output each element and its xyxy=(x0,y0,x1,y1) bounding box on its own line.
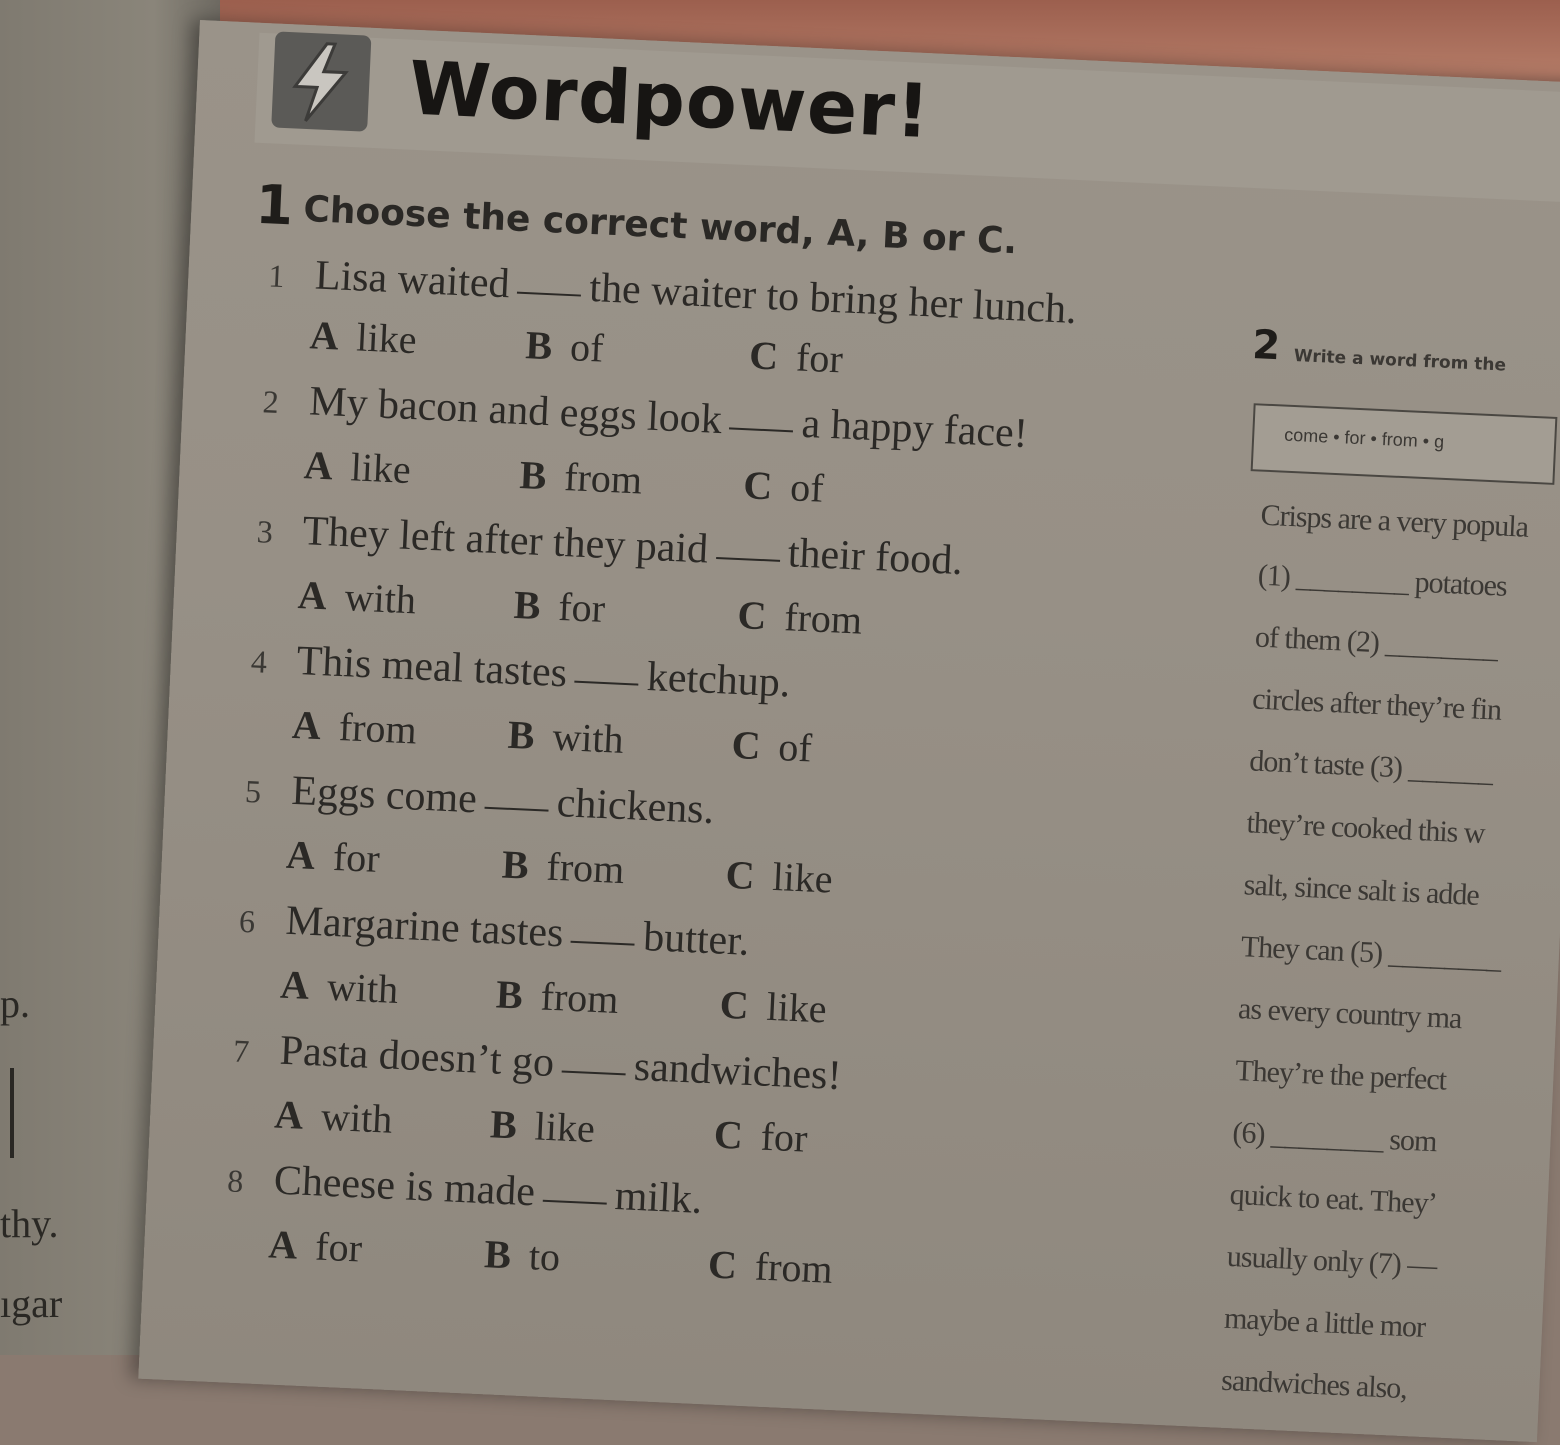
option-letter: C xyxy=(724,851,756,899)
option-word: for xyxy=(557,583,607,631)
option-word: like xyxy=(355,314,418,363)
option-c[interactable] xyxy=(737,591,864,644)
option-letter: C xyxy=(718,981,750,1028)
option-c[interactable] xyxy=(742,461,824,512)
option-c[interactable] xyxy=(707,1240,834,1293)
question-text-after: their food. xyxy=(786,530,964,585)
answer-blank[interactable] xyxy=(571,941,635,946)
passage-line: Crisps are a very popula xyxy=(1259,498,1529,544)
bracket-mark xyxy=(0,1068,14,1158)
option-word: with xyxy=(320,1093,394,1142)
option-b[interactable] xyxy=(501,841,625,894)
option-a[interactable] xyxy=(303,441,412,493)
option-letter: B xyxy=(506,711,536,758)
option-a[interactable] xyxy=(297,571,417,623)
passage-line: They can (5) ________ xyxy=(1240,930,1502,975)
question-row xyxy=(244,765,715,834)
option-word: to xyxy=(527,1233,562,1280)
option-word: from xyxy=(563,454,644,503)
question-number: 6 xyxy=(238,902,256,940)
option-letter: C xyxy=(736,592,768,639)
option-word: like xyxy=(349,444,412,492)
option-b[interactable] xyxy=(495,970,619,1023)
question-text-after: butter. xyxy=(642,914,751,965)
exercise-2-number: 2 xyxy=(1251,322,1282,370)
option-word: for xyxy=(332,833,381,881)
option-letter: C xyxy=(712,1111,744,1158)
question-text-after: chickens. xyxy=(555,780,716,834)
option-letter: C xyxy=(742,462,774,509)
option-word: with xyxy=(343,574,417,623)
answer-blank[interactable] xyxy=(716,557,780,562)
question-number: 3 xyxy=(256,513,274,550)
option-letter: B xyxy=(495,971,524,1018)
option-c[interactable] xyxy=(725,851,834,903)
option-b[interactable] xyxy=(513,581,606,632)
option-b[interactable] xyxy=(519,451,643,504)
option-word: like xyxy=(771,853,834,902)
option-letter: A xyxy=(297,572,328,619)
option-c[interactable] xyxy=(731,721,813,772)
lightning-logo-icon xyxy=(271,31,371,131)
question-text-after: ketchup. xyxy=(645,653,792,707)
option-word: with xyxy=(551,713,625,762)
passage-line: maybe a little mor xyxy=(1223,1301,1426,1344)
passage-line: circles after they’re fin xyxy=(1251,682,1502,727)
question-text-before: Pasta doesn’t go xyxy=(278,1027,556,1087)
option-word: from xyxy=(545,843,626,893)
option-b[interactable] xyxy=(507,711,625,763)
passage-line: they’re cooked this w xyxy=(1245,806,1486,851)
option-word: from xyxy=(539,973,620,1022)
option-word: for xyxy=(314,1223,364,1271)
question-number: 2 xyxy=(261,383,280,420)
passage-line: sandwiches also, xyxy=(1220,1363,1408,1406)
option-letter: A xyxy=(308,312,340,359)
option-letter: C xyxy=(748,332,780,379)
passage-line: (1) ________ potatoes xyxy=(1257,558,1508,603)
question-text-after: sandwiches! xyxy=(632,1043,843,1100)
option-letter: A xyxy=(302,442,334,489)
question-text-before: They left after they paid xyxy=(301,508,710,573)
answer-blank[interactable] xyxy=(575,681,639,686)
option-a[interactable] xyxy=(273,1091,393,1143)
left-fragment: thy. xyxy=(0,1201,59,1246)
page-title: Wordpower! xyxy=(407,45,933,156)
option-word: for xyxy=(759,1113,809,1161)
option-letter: A xyxy=(285,831,317,879)
answer-blank[interactable] xyxy=(729,427,793,432)
question-row xyxy=(238,895,750,966)
option-word: like xyxy=(765,983,828,1032)
passage-line: salt, since salt is adde xyxy=(1243,868,1480,912)
option-c[interactable] xyxy=(713,1110,809,1161)
answer-blank[interactable] xyxy=(517,292,581,297)
question-row xyxy=(250,635,791,707)
question-text-before: Eggs come xyxy=(290,767,478,823)
option-letter: B xyxy=(483,1231,513,1278)
option-word: of xyxy=(789,464,825,511)
option-letter: A xyxy=(273,1091,305,1138)
answer-blank[interactable] xyxy=(542,1200,606,1205)
book-page xyxy=(138,20,1560,1442)
passage-line: usually only (7) — xyxy=(1226,1239,1437,1283)
question-text-before: Margarine tastes xyxy=(284,897,565,957)
question-number: 1 xyxy=(267,257,286,295)
question-row xyxy=(232,1025,842,1101)
option-letter: C xyxy=(707,1241,738,1288)
option-letter: B xyxy=(501,841,530,888)
left-fragment: ıgar xyxy=(0,1281,63,1326)
option-b[interactable] xyxy=(489,1100,596,1152)
option-c[interactable] xyxy=(748,331,844,382)
option-b[interactable] xyxy=(483,1230,561,1280)
question-number: 5 xyxy=(244,772,262,810)
option-word: from xyxy=(783,594,864,643)
question-text-before: Lisa waited xyxy=(313,252,511,308)
option-letter: B xyxy=(512,581,542,629)
left-fragment: p. xyxy=(0,981,30,1026)
option-a[interactable] xyxy=(267,1220,363,1271)
word-box xyxy=(1251,403,1558,485)
option-b[interactable] xyxy=(525,321,605,371)
answer-blank[interactable] xyxy=(484,807,548,812)
passage-line: They’re the perfect xyxy=(1234,1054,1447,1097)
answer-blank[interactable] xyxy=(562,1070,626,1075)
option-word: of xyxy=(777,724,813,771)
question-number: 4 xyxy=(250,642,268,680)
option-word: of xyxy=(569,324,605,371)
passage-line: as every country ma xyxy=(1237,992,1463,1036)
option-word: with xyxy=(326,963,400,1012)
passage-line: (6) ________ som xyxy=(1231,1116,1438,1159)
question-number: 7 xyxy=(232,1032,251,1070)
question-text-before: My bacon and eggs look xyxy=(308,378,723,444)
option-c[interactable] xyxy=(719,981,828,1033)
question-text-after: a happy face! xyxy=(800,400,1029,457)
option-letter: C xyxy=(730,721,762,769)
exercise-instruction: Choose the correct word, A, B or C. xyxy=(302,188,1019,263)
question-number: 8 xyxy=(226,1162,245,1200)
option-word: from xyxy=(337,704,418,753)
passage-line: don’t taste (3) ______ xyxy=(1248,744,1494,789)
option-word: from xyxy=(753,1243,834,1292)
option-a[interactable] xyxy=(285,831,381,882)
option-letter: A xyxy=(267,1221,299,1268)
option-letter: A xyxy=(291,701,323,749)
question-text-before: Cheese is made xyxy=(272,1157,536,1216)
option-a[interactable] xyxy=(279,961,399,1013)
question-text-before: This meal tastes xyxy=(295,638,569,697)
option-word: for xyxy=(795,334,844,382)
exercise-number: 1 xyxy=(254,172,295,238)
option-letter: B xyxy=(489,1101,518,1148)
option-a[interactable] xyxy=(291,701,418,754)
option-letter: B xyxy=(518,451,548,499)
question-text-after: the waiter to bring her lunch. xyxy=(588,264,1078,334)
option-word: like xyxy=(533,1103,596,1152)
passage-line: of them (2) ________ xyxy=(1254,620,1499,665)
exercise-2-instruction: Write a word from the xyxy=(1293,345,1507,376)
word-box-text: come • for • from • g xyxy=(1283,424,1445,452)
option-letter: A xyxy=(279,961,311,1008)
option-letter: B xyxy=(524,322,554,369)
question-row xyxy=(226,1154,703,1224)
passage-line: quick to eat. They’ xyxy=(1229,1177,1438,1221)
question-text-after: milk. xyxy=(613,1173,704,1223)
option-a[interactable] xyxy=(309,311,418,363)
